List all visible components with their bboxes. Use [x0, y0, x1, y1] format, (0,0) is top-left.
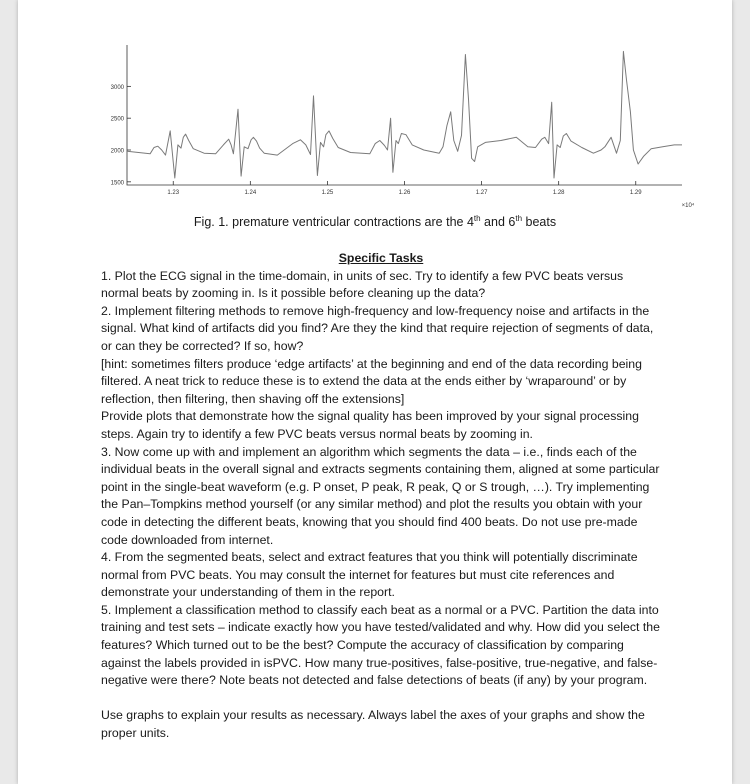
ecg-signal-line [127, 51, 682, 178]
task-plots: Provide plots that demonstrate how the signal quality has been improved by your signal processing steps. Again try to identify a few PVC beats versus normal beats by zooming in. [101, 409, 639, 441]
caption-text-mid: and 6 [480, 215, 516, 230]
task-item-4: 4. From the segmented beats, select and extract features that you think will potentially discriminate normal from PVC beats. You may consult the internet for features but must cite references and demonstrate your understanding of them in the report. [101, 550, 638, 600]
tasks-section [101, 250, 661, 743]
task-item-3: 3. Now come up with and implement an algorithm which segments the data – i.e., finds each of the individual beats in the overall signal and extracts segments containing them, aligned at some particular point in the single-beat waveform (e.g. P onset, P peak, R peak, Q or S trough, …). Try implementing the Pan–Tompkins method yourself (or any similar method) and plot the results you obtain with your code in detecting the different beats, knowing that you should find 400 beats. Do not use pre-made code downloaded from internet. [101, 444, 660, 547]
caption-text-after: beats [522, 215, 557, 230]
y-tick-label: 2500 [110, 116, 124, 123]
axis-lines [127, 45, 682, 185]
caption-sup-1: th [473, 214, 481, 223]
y-tick-label: 3000 [110, 84, 124, 91]
caption-sup-2: th [515, 214, 523, 223]
task-item-5: 5. Implement a classification method to classify each beat as a normal or a PVC. Partition the data into training and test sets – indicate exactly how you have tested/validated and why. How did you select the features? Which turned out to be the best? Compute the accuracy of classification by comparing against the labels provided in isPVC. How many true-positives, false-positive, true-negative, and false-negative were there? Note beats not detected and false detections of beats (if any) by your program. [101, 602, 660, 688]
chart-axes [127, 45, 682, 185]
task-item-1: 1. Plot the ECG signal in the time-domain, in units of sec. Try to identify a few PVC beats versus normal beats by zooming in. Is it possible before cleaning up the data? [101, 268, 624, 301]
y-tick-label: 1500 [110, 180, 124, 187]
x-tick-label: 1.27 [475, 190, 488, 196]
y-tick-label: 2000 [110, 148, 124, 155]
x-exponent-label: ×10⁴ [681, 203, 695, 209]
figure-caption [18, 214, 732, 229]
chart-series [127, 51, 682, 178]
x-tick-label: 1.29 [629, 190, 642, 196]
document-page [18, 0, 732, 784]
x-tick-label: 1.23 [167, 190, 180, 196]
chart-ticks [111, 85, 695, 209]
task-item-2: 2. Implement filtering methods to remove high-frequency and low-frequency noise and artifacts in the signal. What kind of artifacts did you find? Are they the kind that require rejection of segments of data, or can they be corrected? If so, how? [101, 303, 654, 353]
caption-text-before: Fig. 1. premature ventricular contractions are the 4 [193, 215, 474, 230]
ecg-chart [18, 0, 732, 212]
tasks-closing: Use graphs to explain your results as necessary. Always label the axes of your graphs and show the proper units. [101, 708, 645, 741]
x-tick-label: 1.24 [244, 190, 257, 196]
tasks-heading: Specific Tasks [338, 251, 424, 265]
x-tick-label: 1.26 [398, 190, 411, 196]
x-tick-label: 1.25 [321, 190, 334, 196]
task-hint: [hint: sometimes filters produce ‘edge artifacts’ at the beginning and end of the data recording being filtered. A neat trick to reduce these is to extend the data at the ends either by ‘wraparound’ or by reflection, then filtering, then shaving off the extensions] [101, 356, 642, 406]
x-tick-label: 1.28 [552, 190, 565, 196]
